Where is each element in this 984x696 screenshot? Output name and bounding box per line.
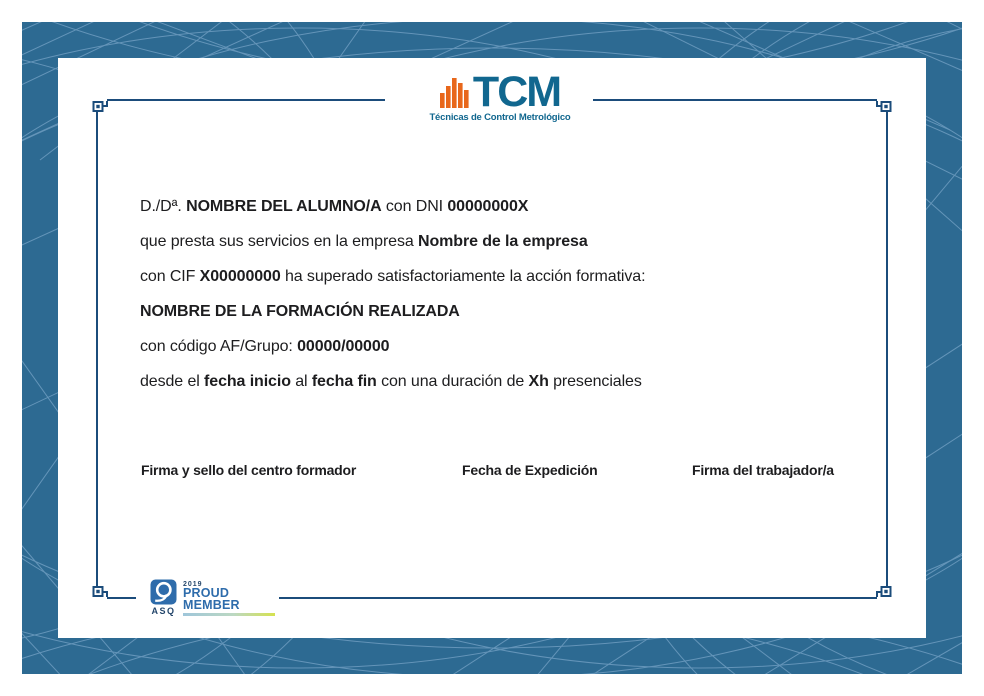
certificate-line-6 — [140, 364, 645, 399]
text-segment: con código AF/Grupo: — [140, 338, 298, 355]
corner-ornament — [94, 587, 108, 597]
text-segment: que presta sus servicios en la empresa — [140, 233, 419, 250]
cif-value: X00000000 — [199, 268, 281, 285]
certificate-line-5 — [140, 329, 645, 364]
certificate-line-1 — [140, 189, 645, 224]
asq-word-member: MEMBER — [183, 597, 240, 612]
text-segment: al — [290, 373, 312, 390]
student-name: NOMBRE DEL ALUMNO/A — [186, 198, 382, 215]
duration-hours: Xh — [528, 373, 549, 390]
signature-label-worker: Firma del trabajador/a — [692, 462, 834, 478]
text-segment: con una duración de — [376, 373, 529, 390]
training-name: NOMBRE DE LA FORMACIÓN REALIZADA — [140, 303, 460, 320]
asq-q-icon — [150, 579, 177, 605]
text-segment: desde el — [140, 373, 205, 390]
tcm-tagline: Técnicas de Control Metrológico — [429, 112, 571, 123]
asq-mark — [150, 579, 177, 616]
corner-ornament — [877, 587, 891, 597]
company-name: Nombre de la empresa — [418, 233, 588, 250]
asq-gradient-underline — [183, 613, 275, 616]
corner-ornament — [94, 101, 108, 111]
text-segment: con CIF — [140, 268, 200, 285]
corner-ornament — [877, 101, 891, 111]
text-segment: presenciales — [548, 373, 642, 390]
certificate-line-4 — [140, 294, 645, 329]
asq-word-proud: PROUD — [183, 586, 230, 600]
asq-org-label: ASQ — [151, 606, 176, 616]
asq-text-column — [183, 579, 275, 616]
certificate-line-3 — [140, 259, 645, 294]
text-segment: con DNI — [381, 198, 448, 215]
certificate-line-2 — [140, 224, 645, 259]
tcm-wordmark: TCM — [472, 68, 561, 116]
signature-label-issue-date: Fecha de Expedición — [462, 462, 598, 478]
dni-value: 00000000X — [447, 198, 529, 215]
tcm-logo — [424, 68, 576, 123]
certificate-body — [140, 189, 645, 399]
signature-label-training-center: Firma y sello del centro formador — [141, 462, 357, 478]
asq-year: 2019 — [183, 581, 203, 588]
group-code: 00000/00000 — [297, 338, 390, 355]
text-segment: D./Dª. — [140, 198, 187, 215]
bar-chart-icon — [440, 76, 470, 109]
end-date: fecha fin — [311, 373, 377, 390]
start-date: fecha inicio — [204, 373, 291, 390]
asq-proud-member-logo — [150, 579, 279, 616]
text-segment: ha superado satisfactoriamente la acción formativa: — [280, 268, 646, 285]
